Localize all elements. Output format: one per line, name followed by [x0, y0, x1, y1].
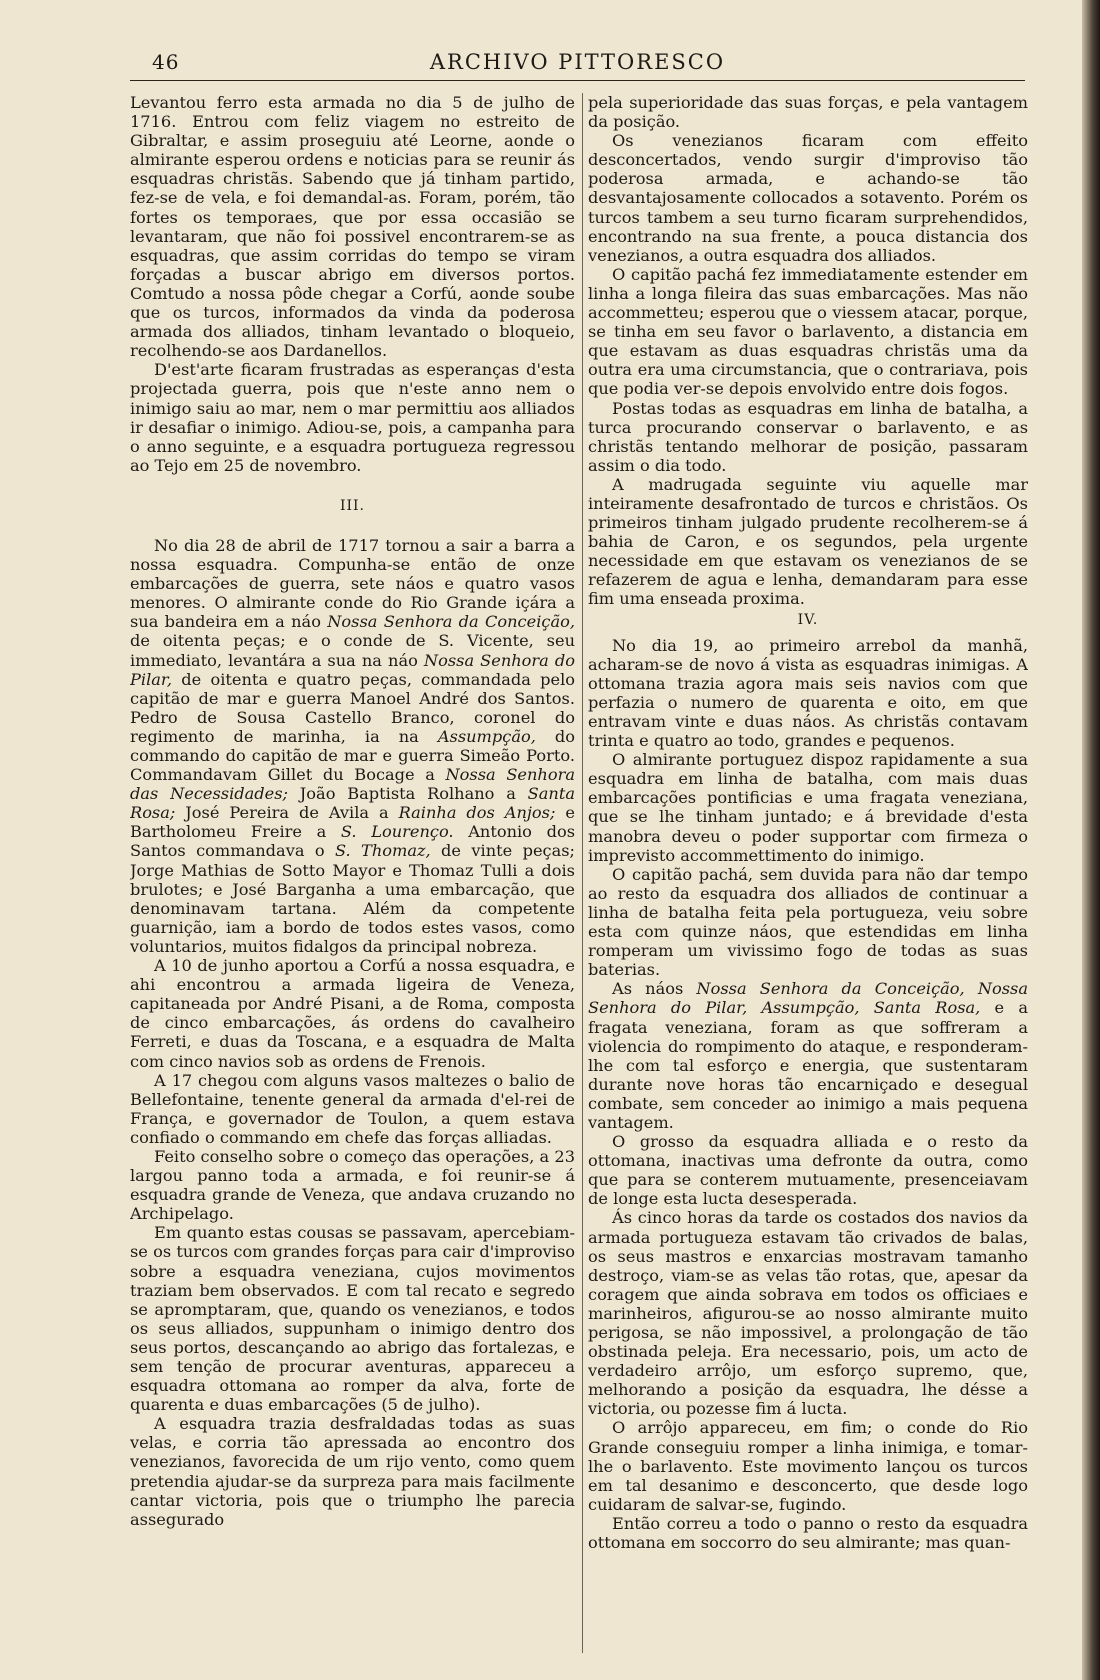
page-header: [130, 46, 1025, 82]
header-rule: [130, 80, 1025, 81]
running-title: ARCHIVO PITTORESCO: [429, 50, 726, 74]
paragraph: D'est'arte ficaram frustradas as esperanças d'esta projectada guerra, pois que n'este anno nem o inimigo saiu ao mar, nem o mar permittiu aos alliados ir desafiar o inimigo. Adiou-se, pois, a campanha para o anno seguinte, e a esquadra portugueza regressou ao Tejo em 25 de novembro.: [130, 360, 575, 475]
paragraph: O capitão pachá fez immediatamente estender em linha a longa fileira das suas embarcações. Mas não accommetteu; esperou que o viessem atacar, porque, se tinha em seu favor o barlavento, a distancia em que estavam as duas esquadras christãs uma da outra era uma circumstancia, que o contrariava, pois que podia ver-se depois envolvido entre dois fogos.: [588, 264, 1028, 399]
ship-name: S. Thomaz,: [335, 841, 431, 861]
ship-name: Nossa Senhora das Necessidades;: [130, 765, 575, 804]
page-number: 46: [152, 50, 180, 74]
paragraph: No dia 19, ao primeiro arrebol da manhã, acharam-se de novo á vista as esquadras inimigas. A ottomana trazia agora mais seis navios com que perfazia o numero de quarenta e oito, em que entravam vinte e duas náos. As christãs contavam trinta e quatro ao todo, grandes e pequenos.: [588, 635, 1028, 751]
paragraph: O capitão pachá, sem duvida para não dar tempo ao resto da esquadra dos alliados de continuar a linha de batalha feita pela portugueza, veiu sobre esta com quinze náos, que estendidas em linha romperam um vivissimo fogo de todas as suas baterias.: [588, 864, 1028, 980]
ship-name: Nossa Senhora do Pilar,: [130, 650, 575, 689]
column-divider: [582, 93, 583, 1653]
paragraph: A madrugada seguinte viu aquelle mar inteiramente desafrontado de turcos e christãos. Os primeiros tinham julgado prudente recolherem-se á bahia de Caron, e os segundos, pela urgente necessidade em que estavam os venezianos de se refazerem de agua e lenha, demandaram para esse fim uma enseada proxima.: [588, 474, 1028, 609]
ship-name: Santa Rosa;: [130, 784, 575, 823]
paragraph: A esquadra trazia desfraldadas todas as suas velas, e corria tão apressada ao encontro dos venezianos, favorecida de um rijo vento, como quem pretendia ajudar-se da surpreza para mais facilmente cantar victoria, pois que o triumpho lhe parecia assegurado: [130, 1414, 575, 1529]
paragraph: O grosso da esquadra alliada e o resto da ottomana, inactivas uma defronte da outra, como que para se conterem mutuamente, presenceiavam de longe esta lucta desesperada.: [588, 1132, 1028, 1209]
paragraph-fleet-list: No dia 28 de abril de 1717 tornou a sair a barra a nossa esquadra. Compunha-se então de onze embarcações de guerra, sete náos e quatro vasos menores. O almirante conde do Rio Grande içára a sua bandeira em a náo Nossa Senhora da Conceição, de oitenta peças; e o conde de S. Vicente, seu immediato, levantára a sua na náo Nossa Senhora do Pilar, de oitenta e quatro peças, commandada pelo capitão de mar e guerra Manoel André dos Santos. Pedro de Sousa Castello Branco, coronel do regimento de marinha, ia na Assumpção, do commando do capitão de mar e guerra Simeão Porto. Commandavam Gillet du Bocage a Nossa Senhora das Necessidades; João Baptista Rolhano a Santa Rosa; José Pereira de Avila a Rainha dos Anjos; e Bartholomeu Freire a S. Lourenço. Antonio dos Santos commandava o S. Thomaz, de vinte peças; Jorge Mathias de Sotto Mayor e Thomaz Tulli a dois brulotes; e José Barganha a uma embarcação, que denominavam tartana. Além da competente guarnição, iam a bordo de todos estes vasos, como voluntarios, muitos fidalgos da principal nobreza.: [130, 535, 575, 956]
ship-name: Assumpção,: [437, 726, 536, 746]
ship-names: Nossa Senhora da Conceição, Nossa Senhora do Pilar, Assumpção, Santa Rosa,: [588, 979, 1028, 1018]
paragraph: Postas todas as esquadras em linha de batalha, a turca procurando conservar o barlavento, e as christãs tentando melhorar de posição, passaram assim o dia todo.: [588, 398, 1028, 475]
paragraph: Feito conselho sobre o começo das operações, a 23 largou panno toda a armada, e foi reunir-se á esquadra grande de Veneza, que andava cruzando no Archipelago.: [130, 1146, 575, 1224]
paragraph: A 10 de junho aportou a Corfú a nossa esquadra, e ahi encontrou a armada ligeira de Veneza, capitaneada por André Pisani, a de Roma, composta de cinco embarcações, ás ordens do cavalheiro Ferreti, e duas da Toscana, e a esquadra de Malta com cinco navios sob as ordens de Frenois.: [130, 956, 575, 1071]
paragraph: O arrôjo appareceu, em fim; o conde do Rio Grande conseguiu romper a linha inimiga, e tomar-lhe o barlavento. Este movimento lançou os turcos em tal desanimo e desconcerto, que desde logo cuidaram de salvar-se, fugindo.: [588, 1418, 1028, 1514]
page-edge-shadow: [1082, 0, 1100, 1680]
paragraph-ships: As náos Nossa Senhora da Conceição, Nossa Senhora do Pilar, Assumpção, Santa Rosa, e a fragata veneziana, foram as que soffreram a violencia do rompimento do ataque, e responderam-lhe com tal esforço e energia, que sustentaram durante nove horas tão encarniçado e desegual combate, sem conceder ao inimigo a mais pequena vantagem.: [588, 979, 1028, 1132]
right-column: [588, 93, 1028, 1653]
paragraph: Em quanto estas cousas se passavam, apercebiam-se os turcos com grandes forças para cair d'improviso sobre a esquadra veneziana, cujos movimentos traziam bem observados. E com tal recato e segredo se apromptaram, que, quando os venezianos, e todos os seus alliados, suppunham o inimigo dentro dos seus portos, descançando ao abrigo das fortalezas, e sem tenção de procurar aventuras, appareceu a esquadra ottomana ao romper da alva, forte de quarenta e duas embarcações (5 de julho).: [130, 1223, 575, 1415]
ship-name: S. Lourenço.: [340, 822, 454, 842]
paragraph: Ás cinco horas da tarde os costados dos navios da armada portugueza estavam tão crivados de balas, os seus mastros e enxarcias mostravam tamanho destroço, viam-se as velas tão rotas, que, apesar da coragem que ainda sobrava em todos os officiaes e marinheiros, afigurou-se ao nosso almirante muito perigosa, se não impossivel, a prolongação de tão obstinada peleja. Era necessario, pois, um acto de verdadeiro arrôjo, um esforço supremo, que, melhorando a posição da esquadra, lhe désse a victoria, ou pozesse fim á lucta.: [588, 1208, 1028, 1419]
ship-name: Rainha dos Anjos;: [398, 803, 556, 823]
paragraph: O almirante portuguez dispoz rapidamente a sua esquadra em linha de batalha, com mais duas embarcações pontificias e uma fragata veneziana, que se lhe tinham juntado; e á brevidade d'esta manobra deveu o poder supportar com firmeza o imprevisto accommettimento do inimigo.: [588, 750, 1028, 865]
paragraph: pela superioridade das suas forças, e pela vantagem da posição.: [588, 93, 1028, 132]
section-number-iv: IV.: [797, 611, 819, 628]
paragraph: A 17 chegou com alguns vasos maltezes o balio de Bellefontaine, tenente general da armada d'el-rei de França, e governador de Toulon, a quem estava confiado o commando em chefe das forças alliadas.: [130, 1070, 575, 1147]
paragraph: Os venezianos ficaram com effeito desconcertados, vendo surgir d'improviso tão poderosa armada, e achando-se tão desvantajosamente collocados a sotavento. Porém os turcos tambem a seu turno ficaram surprehendidos, encontrando na sua frente, a pouca distancia dos venezianos, a outra esquadra dos alliados.: [588, 131, 1028, 265]
section-number-iii: III.: [339, 497, 366, 514]
ship-name: Nossa Senhora da Conceição,: [327, 612, 575, 632]
left-column: [130, 93, 575, 1653]
paragraph: Então correu a todo o panno o resto da esquadra ottomana em soccorro do seu almirante; mas quan-: [588, 1513, 1028, 1553]
paragraph: Levantou ferro esta armada no dia 5 de julho de 1716. Entrou com feliz viagem no estreito de Gibraltar, e assim proseguiu até Leorne, aonde o almirante esperou ordens e noticias para se reunir ás esquadras christãs. Sabendo que já tinham partido, fez-se de vela, e foi demandal-as. Foram, porém, tão fortes os temporaes, que por essa occasião se levantaram, que não foi possivel encontrarem-se as esquadras, que assim corridas do tempo se viram forçadas a buscar abrigo em diversos portos. Comtudo a nossa pôde chegar a Corfú, aonde soube que os turcos, informados da vinda da poderosa armada dos alliados, tinham levantado o bloqueio, recolhendo-se aos Dardanellos.: [130, 93, 575, 361]
